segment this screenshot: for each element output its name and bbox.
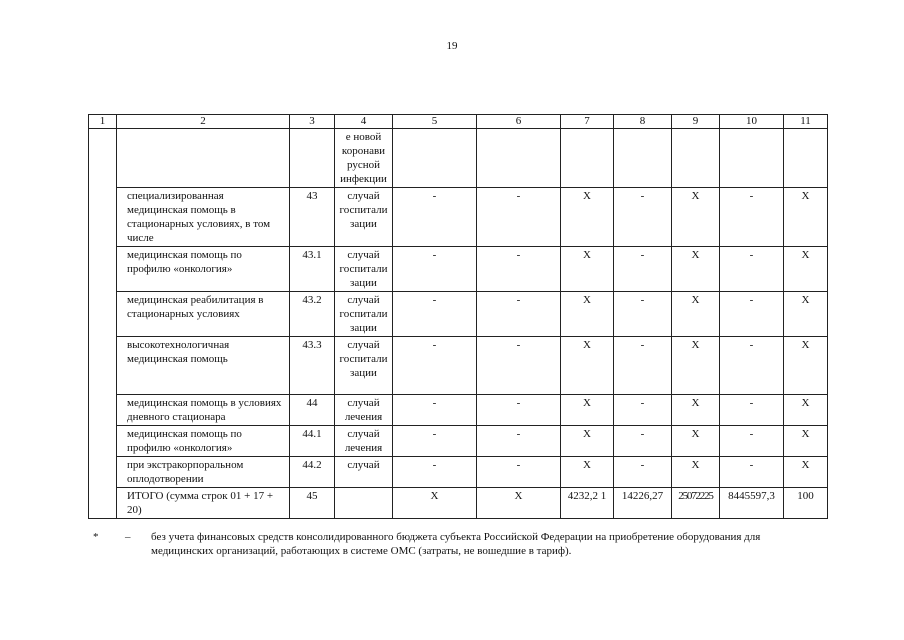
footnote-star: *: [93, 531, 99, 543]
header-row: [89, 115, 828, 129]
continuation-code-cell: [290, 129, 335, 188]
col11-cell: X: [784, 188, 828, 247]
col9-cell: 25072225: [672, 488, 720, 519]
col10-cell: -: [720, 247, 784, 292]
col7-cell: 4232,2 1: [561, 488, 614, 519]
row-name-cell: медицинская помощь по профилю «онкология»: [117, 247, 290, 292]
header-cell: 10: [720, 115, 784, 129]
row-code-cell: 43.3: [290, 337, 335, 395]
header-cell: 6: [477, 115, 561, 129]
table-row: [89, 337, 828, 395]
row-code-cell: 43.1: [290, 247, 335, 292]
col9-cell: X: [672, 337, 720, 395]
col10-cell: -: [720, 426, 784, 457]
row-unit-cell: случай лечения: [335, 395, 393, 426]
col9-cell: X: [672, 188, 720, 247]
col7-cell: X: [561, 292, 614, 337]
col9-cell: X: [672, 292, 720, 337]
row-unit-cell: случай: [335, 457, 393, 488]
col5-cell: X: [393, 488, 477, 519]
footnote-dash: –: [125, 531, 131, 543]
table-row: [89, 395, 828, 426]
col6-cell: -: [477, 426, 561, 457]
col11-cell: X: [784, 247, 828, 292]
table-row: [89, 426, 828, 457]
col8-cell: -: [614, 292, 672, 337]
footnote-text: без учета финансовых средств консолидированного бюджета субъекта Российской Федерации на приобретение оборудования для медицинских организаций, работающих в системе ОМС (затраты, не вошедшие в тариф).: [151, 531, 761, 557]
empty-cell: [720, 129, 784, 188]
row-unit-cell: [335, 488, 393, 519]
col10-cell: 8445597,3: [720, 488, 784, 519]
col8-cell: -: [614, 188, 672, 247]
col7-cell: X: [561, 395, 614, 426]
col11-cell: X: [784, 426, 828, 457]
empty-cell: [672, 129, 720, 188]
col7-cell: X: [561, 188, 614, 247]
col8-cell: -: [614, 395, 672, 426]
col6-cell: -: [477, 395, 561, 426]
header-cell: 2: [117, 115, 290, 129]
row-code-cell: 45: [290, 488, 335, 519]
empty-cell: [614, 129, 672, 188]
col7-cell: X: [561, 457, 614, 488]
row-name-cell: специализированная медицинская помощь в стационарных условиях, в том числе: [117, 188, 290, 247]
row-unit-cell: случай госпитали зации: [335, 292, 393, 337]
col10-cell: -: [720, 188, 784, 247]
header-cell: 11: [784, 115, 828, 129]
col6-cell: -: [477, 337, 561, 395]
page-number: 19: [446, 40, 458, 52]
empty-cell: [477, 129, 561, 188]
row-name-cell: при экстракорпоральном оплодотворении: [117, 457, 290, 488]
row-unit-cell: случай госпитали зации: [335, 188, 393, 247]
col6-cell: -: [477, 188, 561, 247]
data-table: [88, 114, 828, 519]
col5-cell: -: [393, 395, 477, 426]
col6-cell: X: [477, 488, 561, 519]
col7-cell: X: [561, 247, 614, 292]
table-row: [89, 457, 828, 488]
col11-cell: 100: [784, 488, 828, 519]
continuation-name-cell: [117, 129, 290, 188]
row-code-cell: 43: [290, 188, 335, 247]
col10-cell: -: [720, 292, 784, 337]
col10-cell: -: [720, 457, 784, 488]
table-row: [89, 247, 828, 292]
table-row: [89, 292, 828, 337]
col9-cell: X: [672, 247, 720, 292]
col5-cell: -: [393, 247, 477, 292]
empty-cell: [393, 129, 477, 188]
table-row: [89, 188, 828, 247]
header-cell: 3: [290, 115, 335, 129]
header-cell: 1: [89, 115, 117, 129]
col11-cell: X: [784, 292, 828, 337]
col6-cell: -: [477, 247, 561, 292]
row-unit-cell: случай лечения: [335, 426, 393, 457]
header-cell: 7: [561, 115, 614, 129]
row-code-cell: 44: [290, 395, 335, 426]
col8-cell: -: [614, 426, 672, 457]
col9-cell: X: [672, 395, 720, 426]
col7-cell: X: [561, 426, 614, 457]
empty-cell: [561, 129, 614, 188]
col8-cell: -: [614, 457, 672, 488]
row-name-cell: высокотехнологичная медицинская помощь: [117, 337, 290, 395]
row-name-cell: медицинская реабилитация в стационарных условиях: [117, 292, 290, 337]
col5-cell: -: [393, 188, 477, 247]
row-code-cell: 44.1: [290, 426, 335, 457]
col5-cell: -: [393, 426, 477, 457]
col7-cell: X: [561, 337, 614, 395]
header-cell: 4: [335, 115, 393, 129]
col9-cell: X: [672, 426, 720, 457]
col6-cell: -: [477, 292, 561, 337]
col9-cell: X: [672, 457, 720, 488]
continuation-unit-cell: е новой коронави русной инфекции: [335, 129, 393, 188]
col10-cell: -: [720, 337, 784, 395]
col11-cell: X: [784, 395, 828, 426]
row-name-cell: медицинская помощь в условиях дневного стационара: [117, 395, 290, 426]
empty-cell: [784, 129, 828, 188]
row-unit-cell: случай госпитали зации: [335, 337, 393, 395]
col8-cell: -: [614, 247, 672, 292]
col5-cell: -: [393, 292, 477, 337]
col10-cell: -: [720, 395, 784, 426]
continuation-row: [89, 129, 828, 188]
col6-cell: -: [477, 457, 561, 488]
col11-cell: X: [784, 457, 828, 488]
row-unit-cell: случай госпитали зации: [335, 247, 393, 292]
total-row: [89, 488, 828, 519]
header-cell: 9: [672, 115, 720, 129]
col8-cell: 14226,27: [614, 488, 672, 519]
row-name-cell: ИТОГО (сумма строк 01 + 17 + 20): [117, 488, 290, 519]
col8-cell: -: [614, 337, 672, 395]
row-name-cell: медицинская помощь по профилю «онкология»: [117, 426, 290, 457]
merged-index-cell: [89, 129, 117, 519]
col5-cell: -: [393, 337, 477, 395]
header-cell: 5: [393, 115, 477, 129]
row-code-cell: 44.2: [290, 457, 335, 488]
col11-cell: X: [784, 337, 828, 395]
header-cell: 8: [614, 115, 672, 129]
col5-cell: -: [393, 457, 477, 488]
row-code-cell: 43.2: [290, 292, 335, 337]
